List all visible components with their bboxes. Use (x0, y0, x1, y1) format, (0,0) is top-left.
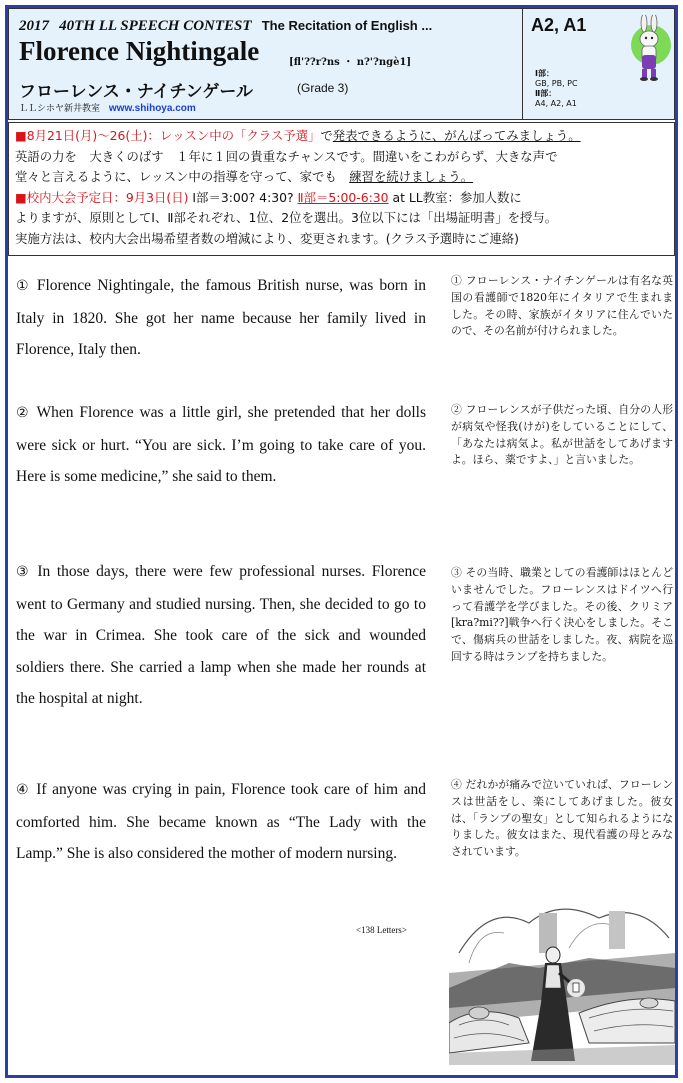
website-link[interactable]: www.shihoya.com (108, 103, 196, 114)
header-level-area (523, 9, 675, 119)
header-title-area (9, 9, 522, 119)
paragraph-2-japanese: ② フローレンスが子供だった頃、自分の人形が病気や怪我(けが)をしていることにして、「あなたは病気よ。私が世話をしてあげますよ。ほら、薬ですよ、」と言いました。 (451, 403, 673, 467)
notice-line-5: よりますが、原則としてⅠ、Ⅱ部それぞれ、1位、2位を選出。3位以下には「出場証明書」を授与。 (15, 210, 558, 225)
part2-levels: A4, A2, A1 (535, 99, 577, 108)
part1-levels: GB, PB, PC (535, 79, 578, 88)
notice-contest-date: ■校内大会予定日：9月3日(日) (15, 189, 189, 205)
rabbit-mascot-icon (627, 15, 671, 81)
part1-label: Ⅰ部： (535, 69, 554, 78)
lamp-lady-illustration (449, 893, 675, 1065)
paragraph-number: ③ (16, 564, 32, 580)
paragraph-text: Florence Nightingale, the famous British nurse, was born in Italy in 1820. She got her name because her family lived in Florence, Italy then. (16, 277, 426, 358)
header (8, 8, 675, 120)
part2-label: Ⅱ部： (535, 89, 557, 98)
paragraph-3-english (16, 556, 426, 715)
paragraph-1-english (16, 270, 426, 366)
notice-location: at LL教室：参加人数に (392, 189, 522, 205)
contest-line (19, 17, 432, 35)
grade-label: (Grade 3) (297, 81, 349, 95)
paragraph-text: In those days, there were few professional nurses. Florence went to Germany and studied nursing. Then, she decided to go to the war in Crimea. She took care of the sick and wounded soldiers there. She carried a lamp when she made her rounds at the hospital at night. (16, 563, 426, 707)
notice-practice: 練習を続けましょう。 (349, 169, 474, 184)
notice-part2-time: Ⅱ部＝5:00-6:30 (297, 189, 389, 205)
title-english: Florence Nightingale (19, 36, 260, 66)
school-line (19, 101, 196, 114)
notice-line-6: 実施方法は、校内大会出場希望者数の増減により、変更されます。(クラス予選時にご連絡) (15, 230, 519, 246)
notice-line-4 (15, 188, 668, 209)
contest-year: 2017 (19, 18, 49, 34)
paragraph-1-japanese: ① フローレンス・ナイチンゲールは有名な英国の看護師で1820年にイタリアで生まれました。その時、家族がイタリアに住んでいたので、その名前が付けられました。 (451, 274, 673, 338)
notice-class-preliminary: ■8月21日(月)～26(土)：レッスン中の「クラス予選」 (15, 128, 321, 143)
paragraph-3-japanese: ③ その当時、職業としての看護師はほとんどいませんでした。フローレンスはドイツへ行って看護学を学びました。その後、クリミア[kra?mi??]戦争へ行く決心をしました。そこで、傷病兵の世話をしました。夜、病院を巡回する時はランプを持ちました。 (451, 566, 673, 663)
letter-count: <138 Letters> (356, 925, 407, 935)
title-japanese: フローレンス・ナイチンゲール (19, 82, 254, 102)
phonetic-transcription: [fl'??r?ns ・ n?'?ngè1] (289, 57, 412, 68)
paragraph-4-japanese: ④ だれかが痛みで泣いていれば、フローレンスは世話をし、楽にしてあげました。彼女は、「ランプの聖女」として知られるようになりました。彼女はまた、現代看護の母とみなされています。 (451, 778, 673, 859)
notice-box (8, 122, 675, 256)
paragraph-number: ④ (16, 782, 31, 798)
school-name: ＬＬシホヤ新井教室 (19, 104, 101, 114)
contest-name: 40TH LL SPEECH CONTEST (59, 18, 252, 34)
contest-subtitle: The Recitation of English ... (261, 18, 433, 33)
paragraph-4-english (16, 774, 426, 870)
notice-line-1 (15, 126, 668, 147)
paragraph-2-english (16, 397, 426, 493)
notice-part1-time: Ⅰ部＝3:00? 4:30? (192, 189, 294, 205)
notice-text: 堂々と言えるように、レッスン中の指導を守って、家でも (15, 169, 350, 184)
notice-encouragement: 発表できるように、がんばってみましょう。 (332, 128, 581, 143)
paragraph-number: ① (16, 278, 31, 294)
level-label: A2, A1 (531, 15, 587, 35)
paragraph-number: ② (16, 405, 31, 421)
notice-line-3 (15, 167, 668, 188)
paragraph-text: If anyone was crying in pain, Florence took care of him and comforted him. She became known as “The Lady with the Lamp.” She is also considered the mother of modern nursing. (16, 781, 426, 862)
paragraph-text: When Florence was a little girl, she pretended that her dolls were sick or hurt. “You are sick. I’m going to take care of you. Here is some medicine,” she said to them. (16, 404, 426, 485)
notice-line-2: 英語の力を 大きくのばす １年に１回の貴重なチャンスです。間違いをこわがらず、大きな声で (15, 148, 558, 164)
notice-text: で (320, 128, 333, 143)
parts-levels (535, 69, 578, 109)
